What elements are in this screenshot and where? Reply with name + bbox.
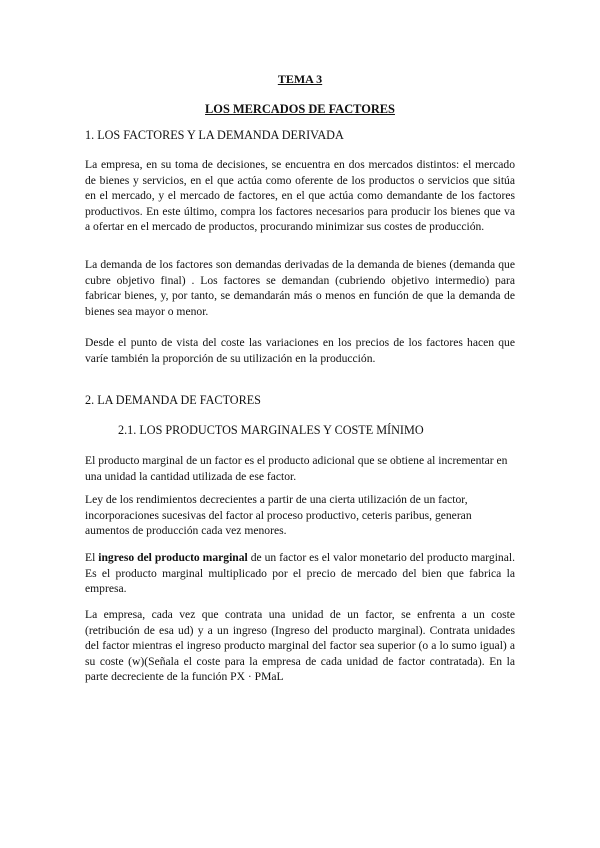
p3-bold-term: ingreso del producto marginal xyxy=(98,551,248,564)
p3-post: de un factor es el valor monetario del producto marginal. Es el producto marginal multiplicado por el precio de mercado del bien que fabrica la empresa. xyxy=(85,551,515,596)
section2-paragraph-2: Ley de los rendimientos decrecientes a partir de una cierta utilización de un factor, incorporaciones sucesivas del factor al proceso productivo, ceteris paribus, generan aumentos de producción cada vez menores. xyxy=(85,493,472,538)
section2-paragraph-1: El producto marginal de un factor es el producto adicional que se obtiene al incrementar en una unidad la cantidad utilizada de ese factor. xyxy=(85,454,508,483)
section2-paragraph-4: La empresa, cada vez que contrata una unidad de un factor, se enfrenta a un coste (retribución de esa ud) y a un ingreso (Ingreso del producto marginal). Contrata unidades del factor mientras el ingreso producto marginal del factor sea superior (o a lo sumo igual) a su coste (w)(Señala el coste para la empresa de cada unidad de factor contratada). En la parte decreciente de la función PX · PMaL xyxy=(85,608,515,684)
doc-title: LOS MERCADOS DE FACTORES xyxy=(205,102,395,116)
section2-1-heading: 2.1. LOS PRODUCTOS MARGINALES Y COSTE MÍNIMO xyxy=(118,423,424,437)
section1-paragraph-1: La empresa, en su toma de decisiones, se encuentra en dos mercados distintos: el mercado de bienes y servicios, en el que actúa como oferente de los productos o servicios que sitúa en el mercado, y el mercado de factores, en el que actúa como demandante de los factores productivos. En este último, compra los factores necesarios para producir los bienes que va a ofertar en el mercado de productos, procurando minimizar sus costes de producción. xyxy=(85,158,515,234)
section2-paragraph-3 xyxy=(85,550,515,597)
doc-tema: TEMA 3 xyxy=(277,72,323,86)
section1-paragraph-3: Desde el punto de vista del coste las variaciones en los precios de los factores hacen que varíe también la proporción de su utilización en la producción. xyxy=(85,336,515,365)
section2-heading: 2. LA DEMANDA DE FACTORES xyxy=(85,393,261,407)
p3-pre: El xyxy=(85,551,99,564)
section1-heading: 1. LOS FACTORES Y LA DEMANDA DERIVADA xyxy=(85,128,344,142)
section1-paragraph-2: La demanda de los factores son demandas derivadas de la demanda de bienes (demanda que cubre objetivo final) . Los factores se demandan (cubriendo objetivo intermedio) para fabricar bienes, y, por tanto, se demandarán más o menos en función de que la demanda de bienes sea mayor o menor. xyxy=(85,258,515,318)
